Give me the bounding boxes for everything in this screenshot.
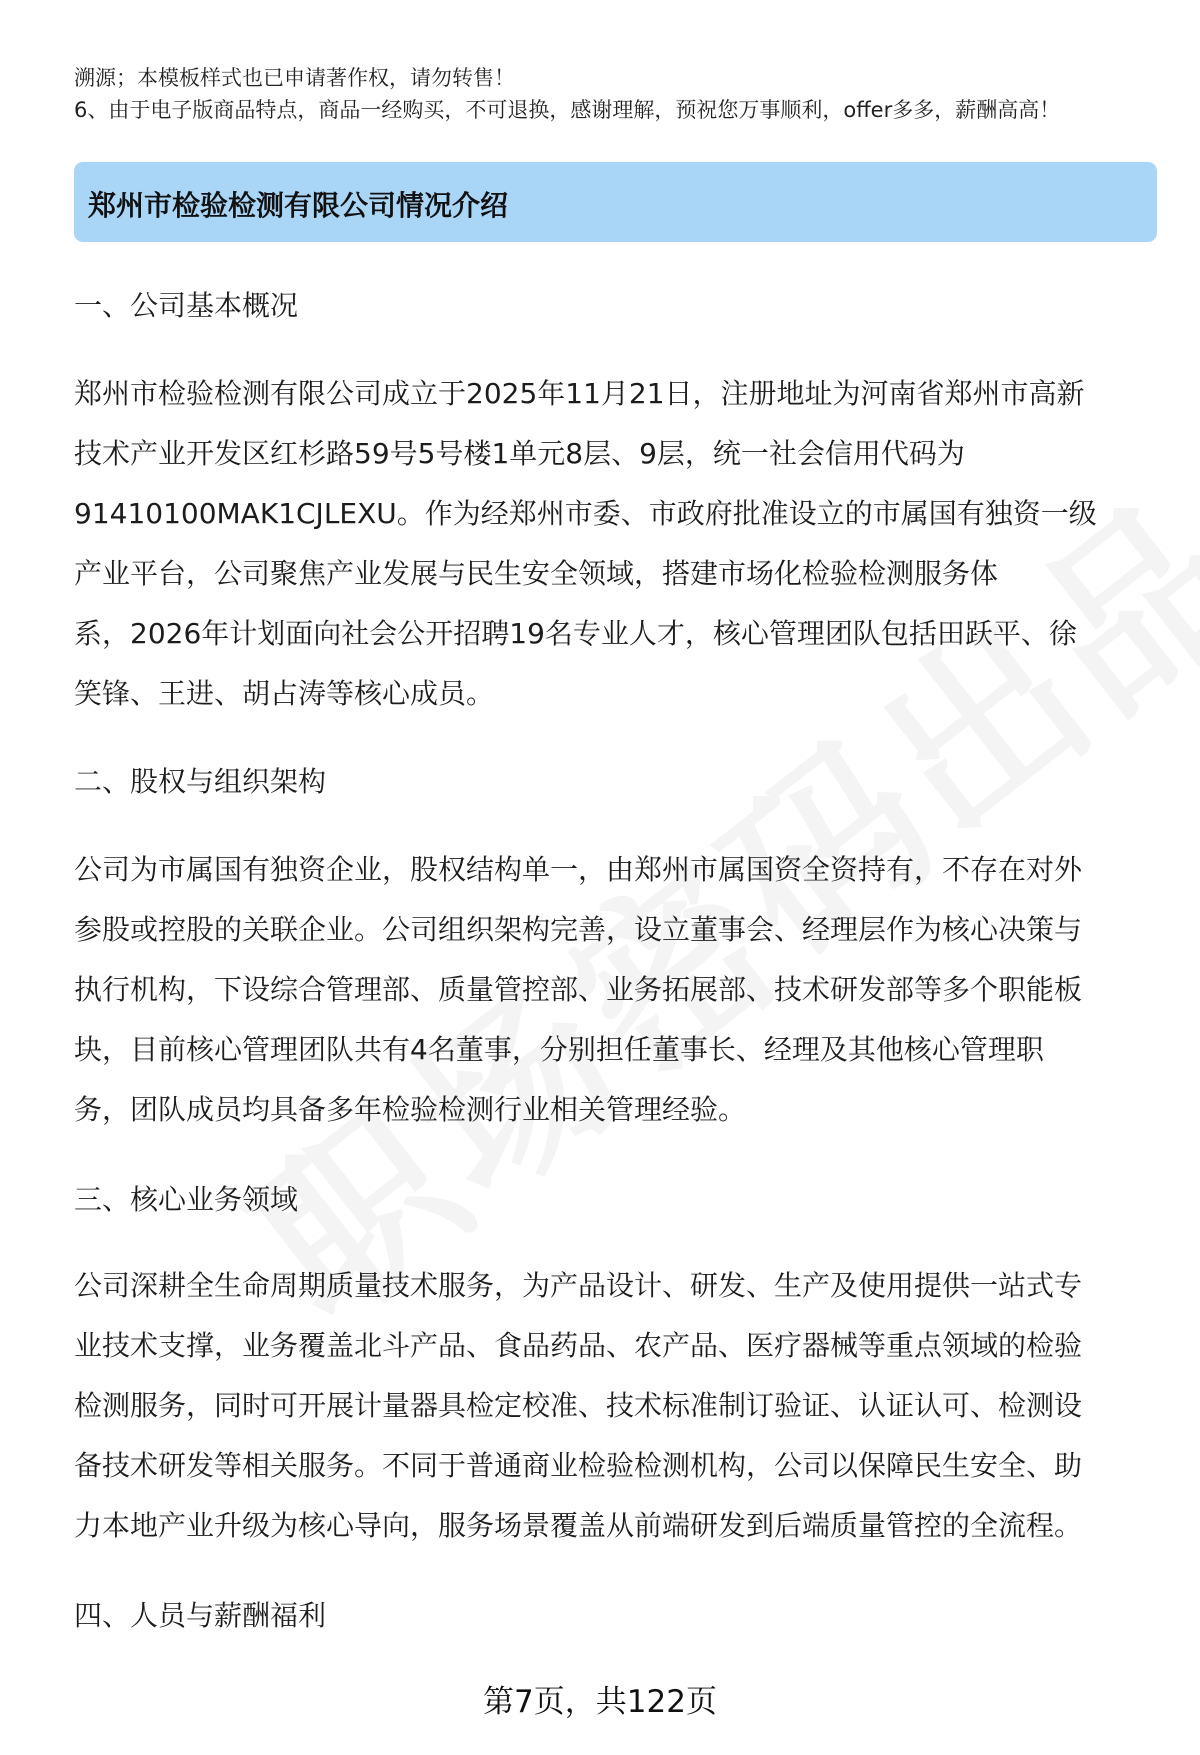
paragraph-line: 技术产业开发区红杉路59号5号楼1单元8层、9层，统一社会信用代码为 — [74, 437, 965, 470]
section-heading-2: 二、股权与组织架构 — [74, 765, 327, 798]
paragraph-line: 91410100MAK1CJLEXU。作为经郑州市委、市政府批准设立的市属国有独资一级 — [74, 497, 1097, 530]
section-heading-1: 一、公司基本概况 — [74, 289, 299, 322]
section-paragraph-3 — [74, 1256, 1164, 1556]
notice — [74, 62, 1134, 126]
section-heading-3: 三、核心业务领域 — [74, 1183, 299, 1216]
paragraph-line: 块，目前核心管理团队共有4名董事，分别担任董事长、经理及其他核心管理职 — [74, 1033, 1044, 1066]
section-heading-4: 四、人员与薪酬福利 — [74, 1599, 327, 1632]
paragraph-line: 公司为市属国有独资企业，股权结构单一，由郑州市属国资全资持有，不存在对外 — [74, 853, 1083, 886]
notice-line-2: 6、由于电子版商品特点，商品一经购买，不可退换，感谢理解，预祝您万事顺利，offer多多，薪酬高高！ — [74, 98, 1061, 122]
paragraph-line: 执行机构，下设综合管理部、质量管控部、业务拓展部、技术研发部等多个职能板 — [74, 973, 1083, 1006]
section-paragraph-2 — [74, 840, 1164, 1140]
paragraph-line: 检测服务，同时可开展计量器具检定校准、技术标准制订验证、认证认可、检测设 — [74, 1389, 1083, 1422]
paragraph-line: 力本地产业升级为核心导向，服务场景覆盖从前端研发到后端质量管控的全流程。 — [74, 1509, 1083, 1542]
notice-line-1: 溯源；本模板样式也已申请著作权，请勿转售！ — [74, 66, 515, 90]
title-band — [74, 162, 1157, 242]
page-number: 第7页，共122页 — [483, 1684, 717, 1720]
paragraph-line: 笑锋、王进、胡占涛等核心成员。 — [74, 677, 495, 710]
paragraph-line: 产业平台，公司聚焦产业发展与民生安全领域，搭建市场化检验检测服务体 — [74, 557, 999, 590]
paragraph-line: 备技术研发等相关服务。不同于普通商业检验检测机构，公司以保障民生安全、助 — [74, 1449, 1083, 1482]
paragraph-line: 公司深耕全生命周期质量技术服务，为产品设计、研发、生产及使用提供一站式专 — [74, 1269, 1083, 1302]
paragraph-line: 郑州市检验检测有限公司成立于2025年11月21日，注册地址为河南省郑州市高新 — [74, 377, 1085, 410]
paragraph-line: 业技术支撑，业务覆盖北斗产品、食品药品、农产品、医疗器械等重点领域的检验 — [74, 1329, 1083, 1362]
paragraph-line: 系，2026年计划面向社会公开招聘19名专业人才，核心管理团队包括田跃平、徐 — [74, 617, 1077, 650]
paragraph-line: 参股或控股的关联企业。公司组织架构完善，设立董事会、经理层作为核心决策与 — [74, 913, 1083, 946]
paragraph-line: 务，团队成员均具备多年检验检测行业相关管理经验。 — [74, 1093, 747, 1126]
section-paragraph-1 — [74, 364, 1164, 724]
document-title: 郑州市检验检测有限公司情况介绍 — [88, 189, 509, 222]
